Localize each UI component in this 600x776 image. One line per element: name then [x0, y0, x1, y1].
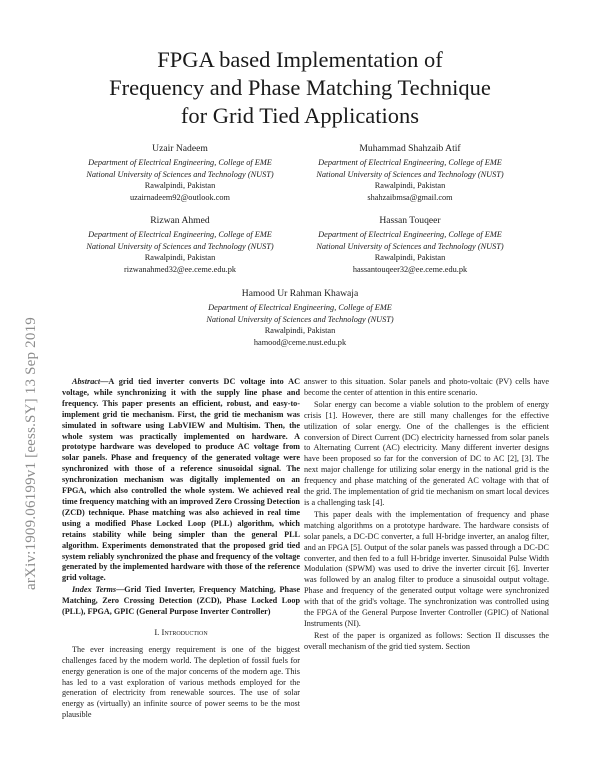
arxiv-stamp: arXiv:1909.06199v1 [eess.SY] 13 Sep 2019 — [23, 317, 39, 590]
author-univ: National University of Sciences and Technology (NUST) — [316, 241, 504, 251]
author-name: Hassan Touqeer — [379, 215, 441, 226]
author-dept: Department of Electrical Engineering, College of EME — [208, 303, 392, 312]
index-terms-lead: Index Terms — [72, 585, 117, 595]
author-name: Uzair Nadeem — [152, 143, 208, 154]
author-name: Muhammad Shahzaib Atif — [359, 143, 461, 154]
author-block-2 — [300, 142, 520, 203]
intro-paragraph-4: Rest of the paper is organized as follows: Section II discusses the overall mechanism of the grid tied system. Section — [304, 630, 549, 651]
author-block-5 — [180, 287, 420, 348]
author-dept: Department of Electrical Engineering, College of EME — [318, 230, 502, 239]
author-email[interactable]: hassantouqeer32@ee.ceme.edu.pk — [352, 264, 468, 274]
author-name: Hamood Ur Rahman Khawaja — [241, 288, 359, 299]
author-univ: National University of Sciences and Technology (NUST) — [86, 241, 274, 251]
author-univ: National University of Sciences and Technology (NUST) — [316, 169, 504, 179]
author-city: Rawalpindi, Pakistan — [374, 181, 446, 190]
intro-paragraph-3: This paper deals with the implementation of frequency and phase matching algorithms on a prototype hardware. The hardware consists of solar panels, a DC-DC converter, a full H-bridge inverter, an analog filter, and an FPGA [5]. Output of the solar panels was passed through a DC-DC converter, and then fed to a full H-bridge inverter. Sinusoidal Pulse Width Modulation (SPWM) was used to drive the inverter circuit [6]. Inverter was followed by an analog filter to produce a sinusoidal output voltage. Phase and frequency of the generated output voltage were synchronized with that of the grid's voltage. The synchronization was controlled using the FPGA of the General Purpose Inverter Controller (GPIC) of National Instruments (NI). — [304, 509, 549, 628]
title-line-2: Frequency and Phase Matching Technique — [109, 75, 491, 100]
author-univ: National University of Sciences and Technology (NUST) — [86, 169, 274, 179]
intro-paragraph-2: Solar energy can become a viable solution to the problem of energy crisis [1]. However, there are still many challenges for the effective utilization of solar energy. One of the challenges is the efficient conversion of Direct Current (DC) electricity harnessed from solar panels to Alternating Current (AC) electricity. Many different inverter designs have been proposed so far for the conversion of DC to AC [2], [3]. The next major challenge for utilizing solar energy in the national grid is the frequency and phase matching of the generated AC voltage with that of the grid. The implementation of grid tie mechanism on smart local devices is a challenging task [4]. — [304, 399, 549, 507]
abstract-text: —A grid tied inverter converts DC voltage into AC voltage, while synchronizing it with the supply line phase and frequency. This paper presents an efficient, robust, and easy-to-implement grid tie mechanism. First, the grid tie mechanism was simulated in software using LabVIEW and Multisim. Then, the whole system was practically implemented on hardware. A prototype hardware was developed to produce AC voltage from solar panels. Phase and frequency of the generated voltage were synchronized with those of a reference sinusoidal signal. The synchronization mechanism was digitally implemented on an FPGA, which also controlled the whole system. We achieved real time frequency matching with an improved Zero Crossing Detection (ZCD) technique. Phase matching was also achieved in real time using a modified Phase Locked Loop (PLL) algorithm, which retains stability while being simpler than the general PLL algorithm. Experiments demonstrated that the proposed grid tied system reliably synchronized the phase and frequency of the voltage generated by the implemented hardware with those of the reference grid voltage. — [62, 377, 300, 583]
paper-title — [60, 46, 540, 130]
right-column — [304, 377, 549, 654]
author-univ: National University of Sciences and Technology (NUST) — [206, 314, 394, 324]
author-email[interactable]: hamood@ceme.nust.edu.pk — [253, 337, 347, 347]
intro-paragraph-1-cont: answer to this situation. Solar panels and photo-voltaic (PV) cells have become the center of attention in this entire scenario. — [304, 377, 549, 397]
author-block-1 — [70, 142, 290, 203]
author-email[interactable]: shahzaibmsa@gmail.com — [367, 192, 453, 202]
title-line-1: FPGA based Implementation of — [157, 47, 443, 72]
author-block-4 — [300, 214, 520, 275]
author-city: Rawalpindi, Pakistan — [144, 253, 216, 262]
author-city: Rawalpindi, Pakistan — [374, 253, 446, 262]
author-email[interactable]: rizwanahmed32@ee.ceme.edu.pk — [124, 264, 236, 274]
author-block-3 — [70, 214, 290, 275]
index-terms-text: —Grid Tied Inverter, Frequency Matching, Phase Matching, Zero Crossing Detection (ZCD), Phase Locked Loop (PLL), FPGA, GPIC (General Purpose Inverter Controller) — [62, 585, 300, 617]
section-heading: I. Introduction — [154, 626, 208, 637]
author-city: Rawalpindi, Pakistan — [144, 181, 216, 190]
abstract — [62, 377, 300, 584]
intro-paragraph-1: The ever increasing energy requirement is one of the biggest challenges faced by the modern world. The depletion of fossil fuels for energy generation is one of the major concerns of the modern age. This has led to a vast exploration of various methods employed for the generation of electricity from renewable sources. The use of solar energy as (virtually) an infinite source of power seems to be the most plausible — [62, 644, 300, 720]
author-email[interactable]: uzairnadeem92@outlook.com — [129, 192, 231, 202]
title-line-3: for Grid Tied Applications — [180, 103, 420, 128]
author-city: Rawalpindi, Pakistan — [264, 326, 336, 335]
left-column — [62, 377, 300, 722]
author-dept: Department of Electrical Engineering, College of EME — [88, 230, 272, 239]
author-dept: Department of Electrical Engineering, College of EME — [318, 158, 502, 167]
index-terms — [62, 585, 300, 618]
abstract-lead: Abstract — [72, 377, 101, 386]
author-dept: Department of Electrical Engineering, College of EME — [88, 158, 272, 167]
author-name: Rizwan Ahmed — [150, 215, 210, 226]
